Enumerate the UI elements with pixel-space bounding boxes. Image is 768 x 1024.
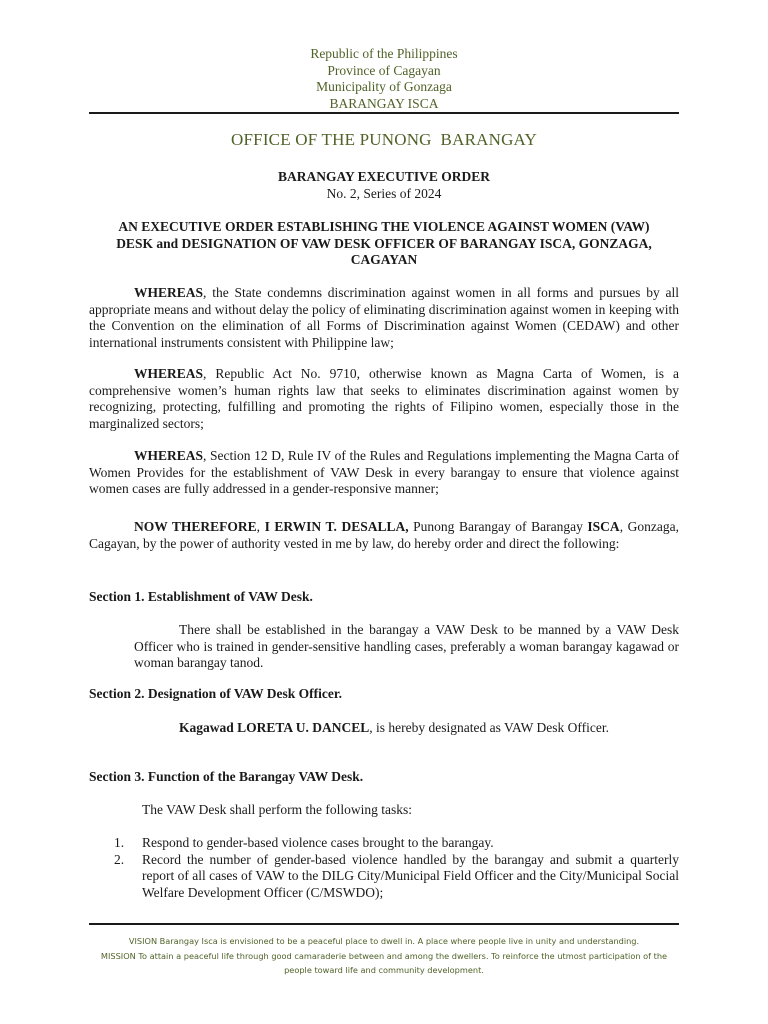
letterhead-municipality: Municipality of Gonzaga [316, 79, 452, 94]
letterhead-barangay: BARANGAY ISCA [329, 95, 439, 111]
list-item-number: 2. [114, 851, 125, 867]
letterhead-province: Province of Cagayan [327, 62, 441, 78]
whereas-text: , the State condemns discrimination against women in all forms and pursues by all appropriate means and without delay the policy of eliminating discrimination against women in keeping with the Convention on the elimination of all Forms of Discrimination against Women (CEDAW) and other international instruments consistent with Philippine law; [89, 285, 679, 350]
list-item [114, 835, 679, 852]
now-therefore-mid: Punong Barangay of Barangay [408, 519, 588, 534]
executive-order-number: No. 2, Series of 2024 [326, 185, 442, 201]
list-item-text: Respond to gender-based violence cases brought to the barangay. [142, 835, 494, 850]
designation-text: , is hereby designated as VAW Desk Officer. [369, 720, 610, 735]
vaw-desk-officer-name: Kagawad LORETA U. DANCEL [179, 720, 370, 735]
letterhead-republic: Republic of the Philippines [310, 46, 458, 61]
whereas-text: , Republic Act No. 9710, otherwise known as Magna Carta of Women, is a comprehensive women’s human rights law that seeks to eliminates discrimination against women by recognizing, protecting, fulfilling and promoting the rights of Filipino women, especially those in the marginalized sectors; [89, 366, 679, 431]
list-item-text: Record the number of gender-based violence handled by the barangay and submit a quarterly report of all cases of VAW to the DILG City/Municipal Field Officer and the City/Municipal Social Welfare Development Officer (C/MSWDO); [142, 851, 679, 900]
whereas-text: , Section 12 D, Rule IV of the Rules and Regulations implementing the Magna Carta of Women Provides for the establishment of VAW Desk in every barangay to ensure that violence against women cases are fully addressed in a gender-responsive manner; [89, 448, 679, 496]
whereas-clause-1 [89, 285, 679, 351]
whereas-lead: WHEREAS [134, 285, 204, 300]
now-therefore-rest: , Gonzaga, Cagayan, by the power of authority vested in me by law, do hereby order and direct the following: [89, 519, 679, 551]
section-1-body: There shall be established in the barangay a VAW Desk to be manned by a VAW Desk Officer who is trained in gender-sensitive handling cases, preferably a woman barangay kagawad or woman barangay tanod. [134, 622, 679, 670]
punong-barangay-name: I ERWIN T. DESALLA, [264, 519, 409, 534]
title-line-1: AN EXECUTIVE ORDER ESTABLISHING THE VIOLENCE AGAINST WOMEN (VAW) [118, 219, 650, 234]
list-item [114, 852, 679, 902]
section-3-task-list [114, 835, 679, 901]
now-therefore-sep: , [256, 519, 265, 534]
title-line-2: DESK and DESIGNATION OF VAW DESK OFFICER OF BARANGAY ISCA, GONZAGA, [116, 235, 652, 251]
section-2-heading: Section 2. Designation of VAW Desk Officer. [89, 686, 343, 701]
whereas-lead: WHEREAS [134, 448, 204, 463]
title-line-3: CAGAYAN [350, 252, 418, 267]
now-therefore-clause [89, 519, 679, 552]
whereas-lead: WHEREAS [134, 366, 204, 381]
office-title: OFFICE OF THE PUNONG BARANGAY [231, 130, 537, 149]
header-divider [89, 112, 679, 114]
section-3-intro: The VAW Desk shall perform the following tasks: [142, 802, 413, 817]
section-2-designation [179, 720, 609, 737]
footer [89, 934, 679, 978]
list-item-number: 1. [114, 835, 125, 850]
letterhead [0, 46, 768, 112]
section-1-heading: Section 1. Establishment of VAW Desk. [89, 589, 313, 604]
now-therefore-lead: NOW THEREFORE [134, 519, 257, 534]
barangay-name: ISCA [587, 519, 620, 534]
whereas-clause-3 [89, 448, 679, 498]
executive-order-title [89, 219, 679, 269]
footer-vision: VISION Barangay Isca is envisioned to be a peaceful place to dwell in. A place where people live in unity and understanding. [128, 936, 640, 946]
section-3-heading: Section 3. Function of the Barangay VAW Desk. [89, 769, 364, 784]
footer-divider [89, 923, 679, 925]
whereas-clause-2 [89, 366, 679, 432]
footer-mission: MISSION To attain a peaceful life through good camaraderie between and among the dwellers. To reinforce the utmost participation of the people toward life and community development. [100, 950, 668, 975]
executive-order-label: BARANGAY EXECUTIVE ORDER [277, 169, 491, 184]
executive-order-heading [0, 169, 768, 202]
